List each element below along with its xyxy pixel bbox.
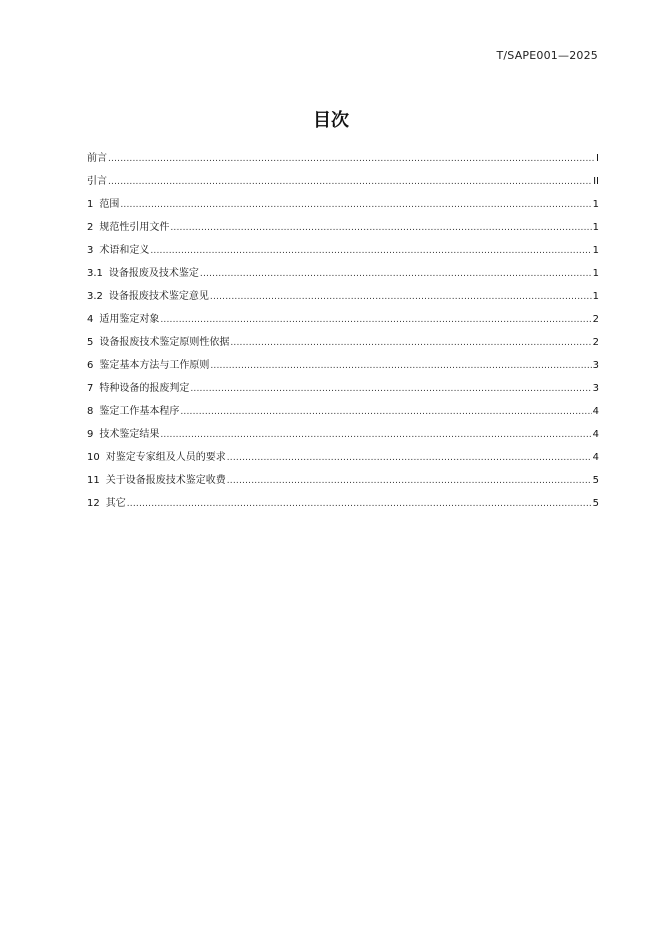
toc-entry[interactable] [87, 311, 599, 334]
toc-entry-number: 4 [87, 314, 94, 325]
document-code: T/SAPE001—2025 [496, 49, 598, 62]
toc-entry-page: 2 [592, 314, 599, 325]
toc-entry-label: 其它 [105, 498, 126, 509]
toc-leader-dots [227, 449, 592, 467]
toc-entry-page: II [593, 176, 599, 187]
toc-entry[interactable] [87, 219, 599, 242]
toc-leader-dots [210, 357, 591, 375]
toc-entry-label: 设备报废技术鉴定原则性依据 [99, 337, 230, 348]
toc-leader-dots [160, 311, 591, 329]
toc-entry[interactable] [87, 288, 599, 311]
toc-entry-number: 3.1 [87, 268, 103, 279]
toc-entry-page: 4 [592, 452, 599, 463]
toc-entry-label: 设备报废技术鉴定意见 [108, 291, 209, 302]
toc-entry[interactable] [87, 380, 599, 403]
toc-entry-label: 鉴定基本方法与工作原则 [99, 360, 210, 371]
toc-entry[interactable] [87, 403, 599, 426]
toc-entry[interactable] [87, 472, 599, 495]
toc-entry-page: 1 [592, 199, 599, 210]
toc-entry-page: 5 [592, 475, 599, 486]
toc-entry-label: 范围 [99, 199, 120, 210]
toc-leader-dots [190, 380, 591, 398]
toc-entry-page: 5 [592, 498, 599, 509]
toc-entry-page: 3 [592, 383, 599, 394]
toc-entry-number: 3 [87, 245, 94, 256]
toc-entry-number: 10 [87, 452, 100, 463]
toc-entry[interactable] [87, 334, 599, 357]
toc-entry-number: 7 [87, 383, 94, 394]
toc-leader-dots [180, 403, 591, 421]
toc-entry-page: 1 [592, 245, 599, 256]
toc-entry-label: 鉴定工作基本程序 [99, 406, 180, 417]
toc-entry[interactable] [87, 173, 599, 196]
toc-entry-label: 规范性引用文件 [99, 222, 170, 233]
toc-entry-number: 5 [87, 337, 94, 348]
toc-leader-dots [200, 265, 592, 283]
toc-leader-dots [120, 196, 591, 214]
toc-entry[interactable] [87, 150, 599, 173]
toc-entry-page: 4 [592, 406, 599, 417]
toc-leader-dots [108, 173, 592, 191]
toc-entry-number: 3.2 [87, 291, 103, 302]
toc-entry-label: 引言 [87, 176, 107, 187]
page-title: 目次 [313, 110, 349, 131]
toc-leader-dots [108, 150, 595, 168]
toc-leader-dots [160, 426, 591, 444]
toc-entry-number: 11 [87, 475, 100, 486]
toc-leader-dots [127, 495, 592, 513]
toc-entry-number: 9 [87, 429, 94, 440]
toc-leader-dots [227, 472, 592, 490]
toc-leader-dots [150, 242, 591, 260]
toc-entry-label: 对鉴定专家组及人员的要求 [105, 452, 226, 463]
toc-entry[interactable] [87, 242, 599, 265]
toc-entry-page: 2 [592, 337, 599, 348]
table-of-contents [87, 150, 599, 518]
toc-entry-number: 6 [87, 360, 94, 371]
toc-entry-label: 关于设备报废技术鉴定收费 [105, 475, 226, 486]
toc-entry[interactable] [87, 449, 599, 472]
toc-entry-number: 1 [87, 199, 94, 210]
toc-entry-number: 2 [87, 222, 94, 233]
toc-entry-number: 8 [87, 406, 94, 417]
toc-entry-label: 技术鉴定结果 [99, 429, 160, 440]
toc-entry[interactable] [87, 265, 599, 288]
toc-entry-page: 1 [592, 222, 599, 233]
toc-entry-page: 3 [592, 360, 599, 371]
toc-leader-dots [210, 288, 592, 306]
toc-entry-page: I [596, 153, 599, 164]
toc-entry[interactable] [87, 426, 599, 449]
toc-entry-label: 特种设备的报废判定 [99, 383, 190, 394]
toc-entry[interactable] [87, 495, 599, 518]
toc-entry-label: 前言 [87, 153, 107, 164]
toc-entry-page: 1 [592, 291, 599, 302]
toc-entry-label: 适用鉴定对象 [99, 314, 160, 325]
toc-entry[interactable] [87, 196, 599, 219]
toc-entry-label: 设备报废及技术鉴定 [108, 268, 199, 279]
toc-entry-page: 4 [592, 429, 599, 440]
toc-entry[interactable] [87, 357, 599, 380]
toc-leader-dots [170, 219, 591, 237]
toc-entry-number: 12 [87, 498, 100, 509]
toc-entry-label: 术语和定义 [99, 245, 150, 256]
toc-leader-dots [230, 334, 591, 352]
toc-entry-page: 1 [592, 268, 599, 279]
